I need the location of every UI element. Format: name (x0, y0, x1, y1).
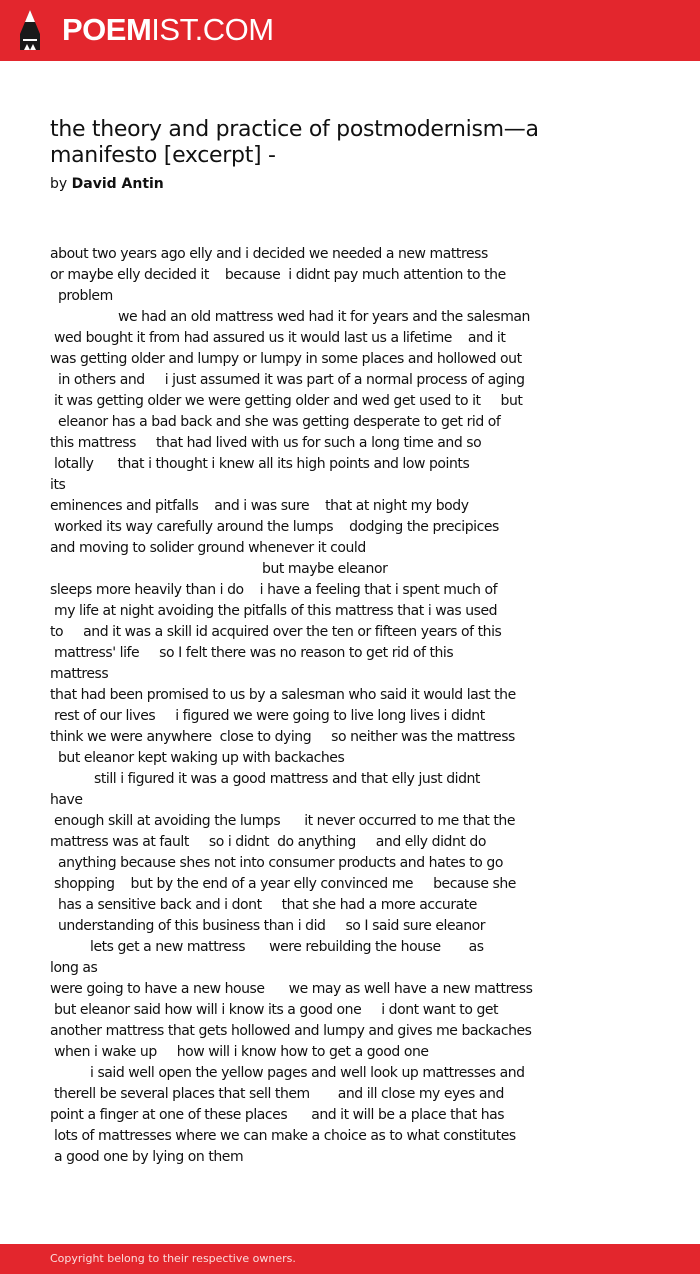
poem-line: mattress' life so I felt there was no reason to get rid of this (50, 645, 454, 661)
poem-line: it was getting older we were getting older and wed get used to it but (50, 393, 523, 409)
poem-line: was getting older and lumpy or lumpy in some places and hollowed out (50, 351, 522, 367)
poem-line: but eleanor kept waking up with backaches (50, 750, 345, 766)
poem-line: about two years ago elly and i decided we needed a new mattress (50, 246, 488, 262)
brand-bold: POEM (62, 12, 152, 47)
poem-line: lots of mattresses where we can make a choice as to what constitutes (50, 1128, 516, 1144)
poem-line: still i figured it was a good mattress and that elly just didnt (50, 771, 480, 787)
copyright-text: Copyright belong to their respective owners. (50, 1252, 296, 1265)
site-header (0, 0, 700, 61)
poem-line: eminences and pitfalls and i was sure that at night my body (50, 498, 469, 514)
poem-line: wed bought it from had assured us it would last us a lifetime and it (50, 330, 506, 346)
site-logo-text[interactable] (62, 12, 274, 48)
poem-line: mattress (50, 666, 109, 682)
poem-line: and moving to solider ground whenever it could (50, 540, 366, 556)
byline (50, 174, 164, 194)
poem-line: mattress was at fault so i didnt do anything and elly didnt do (50, 834, 486, 850)
by-label: by (50, 176, 68, 192)
poem-line: eleanor has a bad back and she was getting desperate to get rid of (50, 414, 501, 430)
poem-line: a good one by lying on them (50, 1149, 244, 1165)
poem-line: were going to have a new house we may as well have a new mattress (50, 981, 533, 997)
poem-line: anything because shes not into consumer products and hates to go (50, 855, 503, 871)
poem-line: problem (50, 288, 113, 304)
poem-body (50, 244, 670, 1168)
poem-line: i said well open the yellow pages and well look up mattresses and (50, 1065, 525, 1081)
poem-line: sleeps more heavily than i do i have a feeling that i spent much of (50, 582, 498, 598)
site-footer (0, 1244, 700, 1274)
poem-line: lotally that i thought i knew all its high points and low points (50, 456, 470, 472)
poem-line: lets get a new mattress were rebuilding the house as (50, 939, 484, 955)
poem-line: has a sensitive back and i dont that she had a more accurate (50, 897, 477, 913)
poem-line: that had been promised to us by a salesman who said it would last the (50, 687, 516, 703)
poem-line: have (50, 792, 83, 808)
brand-light: IST.COM (151, 12, 274, 47)
poem-line: point a finger at one of these places and it will be a place that has (50, 1107, 505, 1123)
poem-title-line-1: the theory and practice of postmodernism—a (50, 117, 539, 142)
poem-line: when i wake up how will i know how to get a good one (50, 1044, 429, 1060)
poem-line: this mattress that had lived with us for such a long time and so (50, 435, 482, 451)
poem-line: to and it was a skill id acquired over the ten or fifteen years of this (50, 624, 502, 640)
poem-line: enough skill at avoiding the lumps it never occurred to me that the (50, 813, 516, 829)
poem-line: understanding of this business than i did so I said sure eleanor (50, 918, 486, 934)
poem-line: therell be several places that sell them and ill close my eyes and (50, 1086, 504, 1102)
author-name[interactable]: David Antin (71, 176, 164, 192)
poem-line: in others and i just assumed it was part of a normal process of aging (50, 372, 525, 388)
poem-line: my life at night avoiding the pitfalls of this mattress that i was used (50, 603, 498, 619)
poem-line: shopping but by the end of a year elly convinced me because she (50, 876, 516, 892)
poem-line: but maybe eleanor (50, 561, 388, 577)
pencil-logo-icon[interactable] (18, 8, 42, 52)
poem-title (50, 117, 650, 169)
poem-line: another mattress that gets hollowed and lumpy and gives me backaches (50, 1023, 532, 1039)
poem-line: rest of our lives i figured we were going to live long lives i didnt (50, 708, 485, 724)
poem-line: but eleanor said how will i know its a good one i dont want to get (50, 1002, 499, 1018)
poem-line: think we were anywhere close to dying so neither was the mattress (50, 729, 515, 745)
poem-line: or maybe elly decided it because i didnt pay much attention to the (50, 267, 506, 283)
poem-line: we had an old mattress wed had it for years and the salesman (50, 309, 530, 325)
poem-title-line-2: manifesto [excerpt] - (50, 143, 276, 168)
poem-line: long as (50, 960, 98, 976)
poem-line: its (50, 477, 66, 493)
poem-line: worked its way carefully around the lumps dodging the precipices (50, 519, 499, 535)
